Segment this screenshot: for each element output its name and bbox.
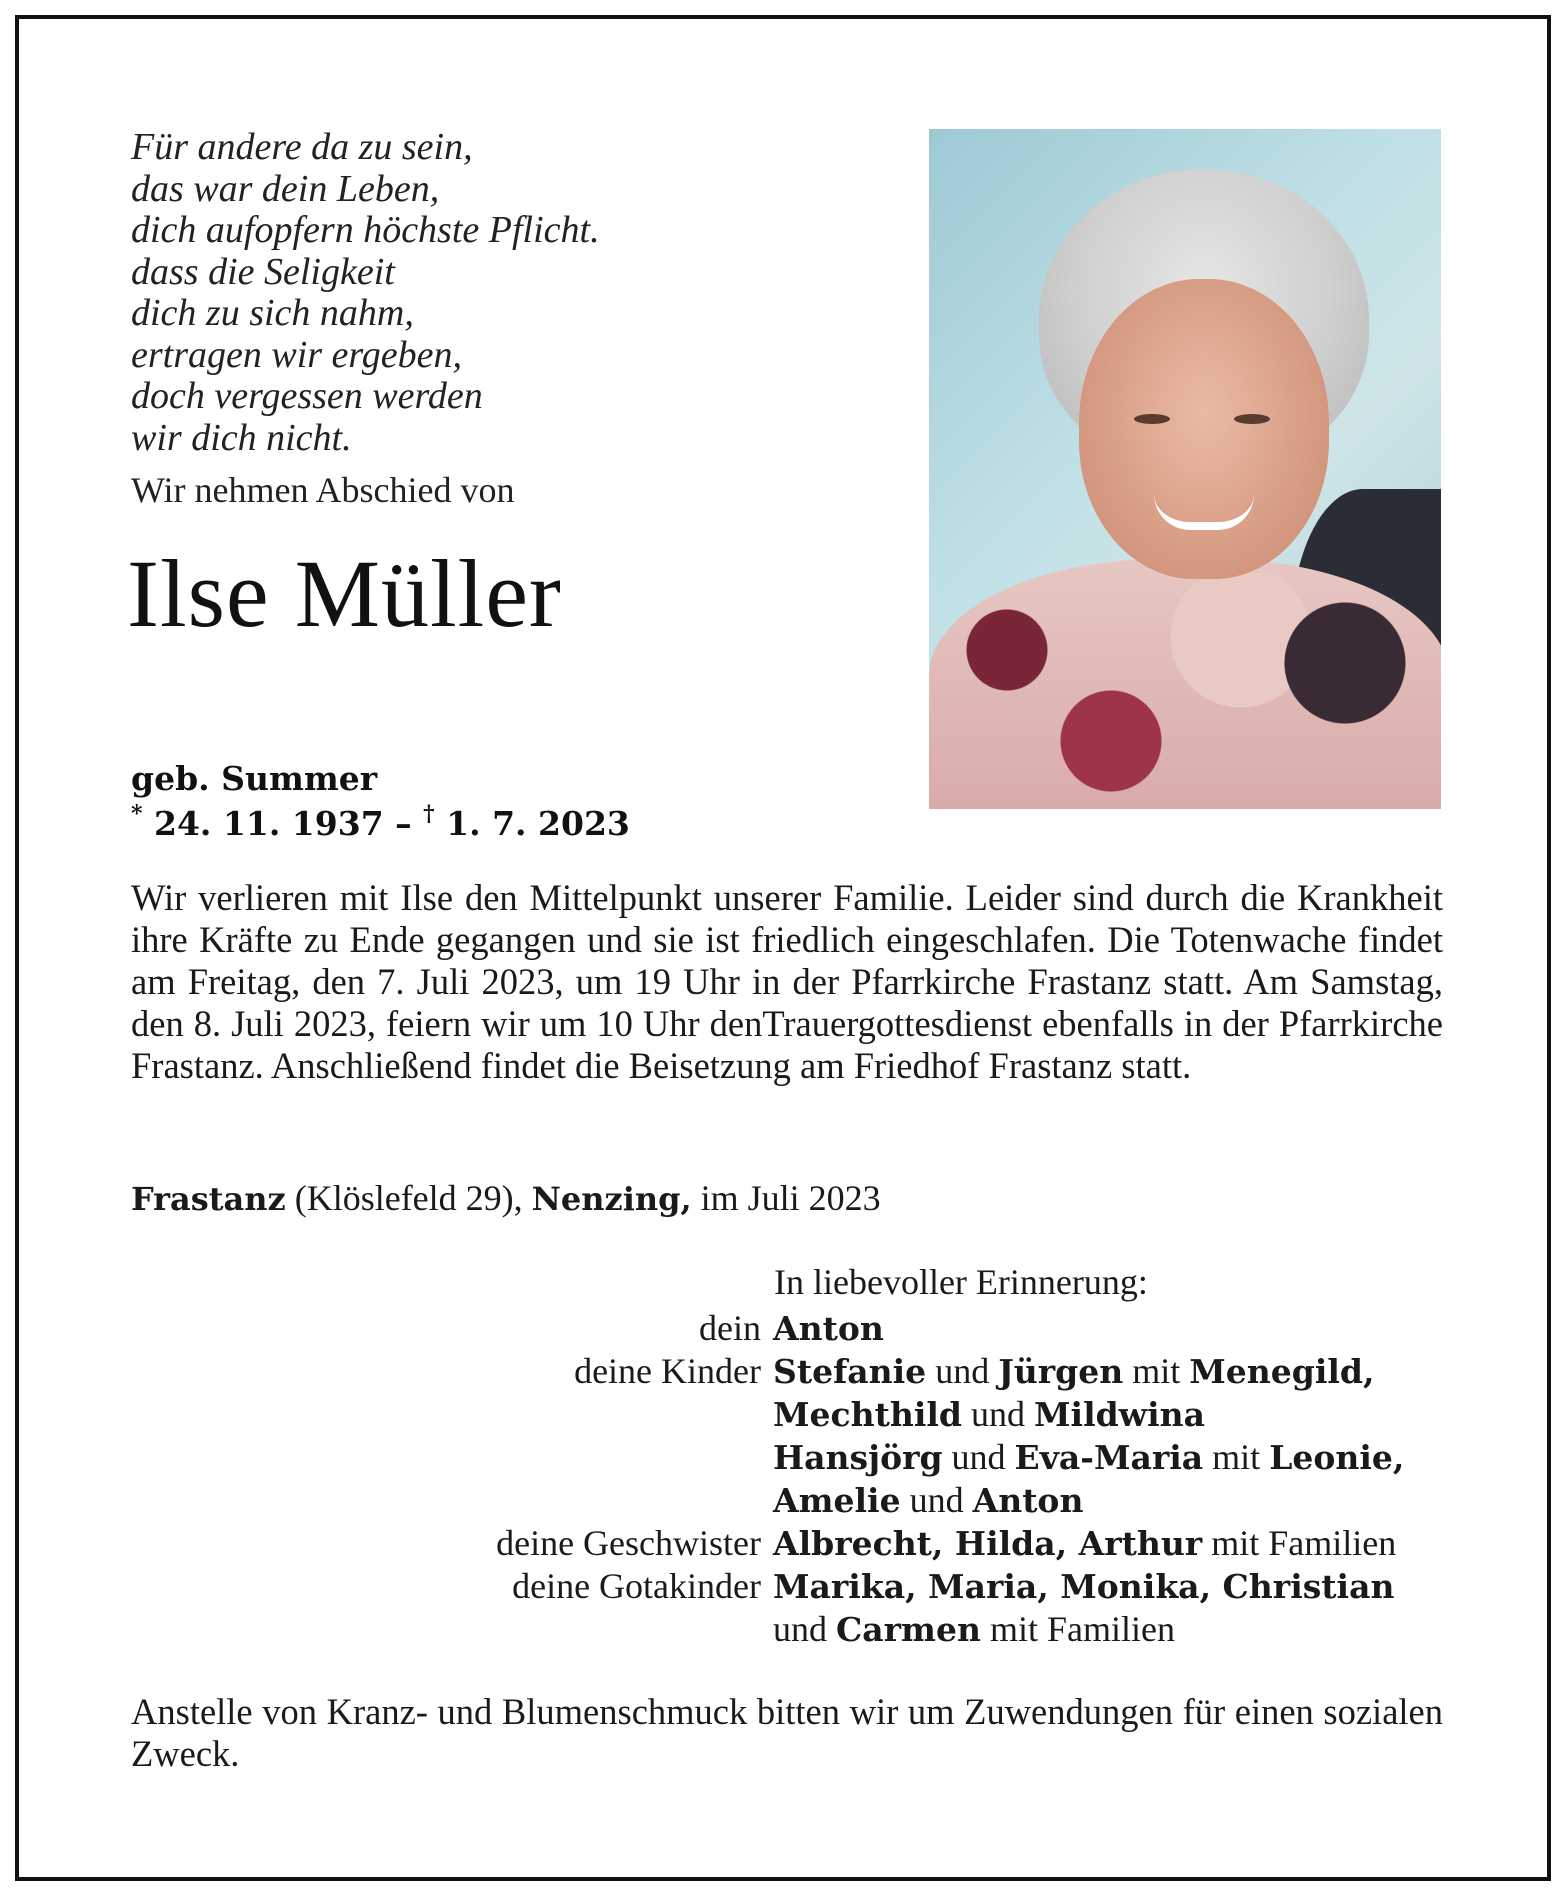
- mourner-name: Leonie,: [1269, 1438, 1405, 1477]
- connector: mit Familien: [1202, 1523, 1397, 1563]
- poem-line: wir dich nicht.: [131, 416, 352, 459]
- poem-line: dass die Seligkeit: [131, 250, 395, 293]
- relation-label: [131, 1436, 773, 1479]
- portrait-dress: [929, 559, 1441, 809]
- mourner-row: [131, 1479, 1451, 1522]
- poem-line: dich zu sich nahm,: [131, 292, 414, 334]
- connector: und: [926, 1351, 999, 1391]
- poem: [131, 127, 831, 459]
- mourner-row: [131, 1565, 1451, 1608]
- mourner-row: [131, 1608, 1451, 1651]
- address: (Klöslefeld 29),: [285, 1178, 532, 1218]
- life-dates: [131, 801, 630, 843]
- mourner-name: Mildwina: [1034, 1395, 1205, 1434]
- portrait-photo: [929, 129, 1441, 809]
- obituary-card: [15, 15, 1551, 1881]
- announcement-text: Wir verlieren mit Ilse den Mittelpunkt unserer Familie. Leider sind durch die Krankheit ihre Kräfte zu Ende gegangen und sie ist friedlich eingeschlafen. Die Totenwache findet am Freitag, den 7. Juli 2023, um 19 Uhr in der Pfarrkirche Frastanz statt. Am Samstag, den 8. Juli 2023, feiern wir um 10 Uhr denTrauergottesdienst ebenfalls in der Pfarrkirche Frastanz. Anschließend findet die Beisetzung am Friedhof Frastanz statt.: [131, 877, 1443, 1086]
- place-date-line: [131, 1177, 881, 1219]
- mourner-name: Hansjörg: [773, 1438, 943, 1477]
- connector: und: [773, 1609, 836, 1649]
- poem-line: Für andere da zu sein,: [131, 126, 473, 168]
- mourner-name: Anton: [773, 1309, 884, 1348]
- mourner-name: Amelie: [773, 1481, 901, 1520]
- birth-mark: *: [131, 801, 143, 827]
- town: Nenzing,: [531, 1180, 692, 1218]
- mourner-name: Menegild,: [1189, 1352, 1375, 1391]
- mourner-name: Marika, Maria, Monika, Christian: [773, 1567, 1395, 1606]
- donation-note: Anstelle von Kranz- und Blumenschmuck bitten wir um Zuwendungen für einen sozialen Zweck.: [131, 1691, 1443, 1774]
- mourner-names: [773, 1608, 1451, 1651]
- poem-line: ertragen wir ergeben,: [131, 333, 463, 376]
- portrait-eye: [1234, 414, 1270, 424]
- relation-label: deine Gotakinder: [512, 1566, 761, 1606]
- memory-heading: In liebevoller Erinnerung:: [774, 1262, 1148, 1302]
- death-date: 1. 7. 2023: [434, 804, 630, 843]
- mourner-names: [773, 1350, 1451, 1393]
- mourners-list: [131, 1307, 1451, 1651]
- month-year: im Juli 2023: [691, 1178, 881, 1218]
- birth-date: 24. 11. 1937 –: [142, 804, 424, 843]
- mourner-name: Jürgen: [998, 1352, 1124, 1391]
- mourner-names: [773, 1479, 1451, 1522]
- mourner-row: [131, 1393, 1451, 1436]
- deceased-name: Ilse Müller: [127, 540, 562, 647]
- mourner-name: Albrecht, Hilda, Arthur: [773, 1524, 1203, 1563]
- mourner-name: Eva-Maria: [1014, 1438, 1204, 1477]
- town: Frastanz: [131, 1180, 286, 1218]
- portrait-face: [1079, 279, 1329, 579]
- mourner-name: Mechthild: [773, 1395, 962, 1434]
- connector: mit: [1123, 1351, 1190, 1391]
- mourner-row: [131, 1436, 1451, 1479]
- mourner-names: [773, 1522, 1451, 1565]
- mourner-names: [773, 1436, 1451, 1479]
- connector: und: [900, 1480, 973, 1520]
- poem-line: das war dein Leben,: [131, 167, 440, 210]
- relation-label: deine Geschwister: [496, 1523, 761, 1563]
- relation-label: dein: [699, 1308, 761, 1348]
- connector: mit Familien: [980, 1609, 1175, 1649]
- maiden-name: geb. Summer: [131, 759, 378, 798]
- mourner-names: [773, 1307, 1451, 1350]
- portrait-eye: [1134, 414, 1170, 424]
- mourner-name: Stefanie: [773, 1352, 927, 1391]
- connector: und: [962, 1394, 1034, 1434]
- poem-line: doch vergessen werden: [131, 375, 483, 417]
- mourner-name: Anton: [972, 1481, 1084, 1520]
- relation-label: [131, 1608, 773, 1651]
- mourner-row: [131, 1522, 1451, 1565]
- mourner-names: [773, 1565, 1451, 1608]
- mourner-row: [131, 1307, 1451, 1350]
- connector: und: [942, 1437, 1015, 1477]
- connector: mit: [1203, 1437, 1270, 1477]
- farewell-line: Wir nehmen Abschied von: [131, 470, 515, 510]
- poem-line: dich aufopfern höchste Pflicht.: [131, 209, 600, 251]
- mourner-names: [773, 1393, 1451, 1436]
- mourner-name: Carmen: [836, 1610, 981, 1649]
- death-mark: †: [423, 801, 435, 827]
- mourner-row: [131, 1350, 1451, 1393]
- relation-label: deine Kinder: [574, 1351, 761, 1391]
- relation-label: [131, 1479, 773, 1522]
- relation-label: [131, 1393, 773, 1436]
